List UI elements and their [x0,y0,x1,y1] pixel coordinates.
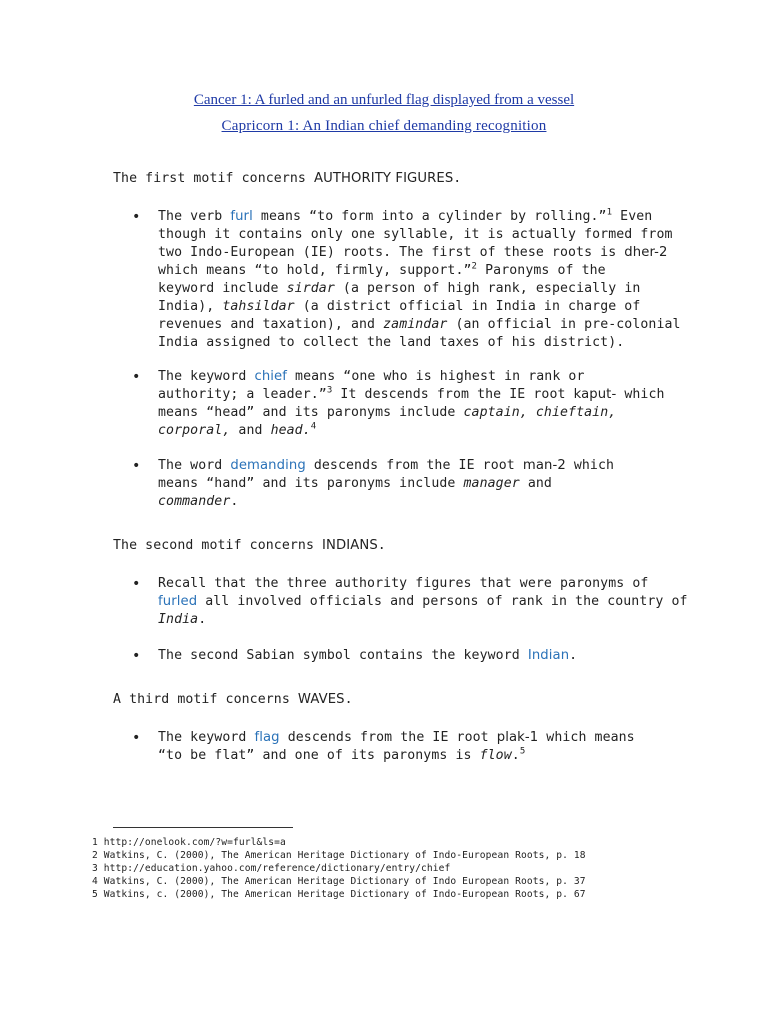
bullet-glyph: • [132,576,141,592]
footnote-4: 4 Watkins, C. (2000), The American Heritage Dictionary of Indo European Roots, p. 37 [92,876,586,887]
footnote-1[interactable]: 1 http://onelook.com/?w=furl&ls=a [92,837,286,848]
bullet-glyph: • [132,458,141,474]
keyword-indian: Indian [527,648,570,663]
keyword-demanding: demanding [230,458,306,473]
bullet-flag: The keyword flag descends from the IE root plak-1 which means “to be flat” and one of its paronyms is flow.$^5$ [158,730,635,763]
footnote-ref-4: 4 [310,421,317,432]
bullet-indian: The second Sabian symbol contains the keyword Indian. [158,648,578,663]
bullet-furl: The verb furl means “to form into a cylinder by rolling.”$^1$ Even though it contains only one syllable, it is actually formed from two Indo-European (IE) roots. The first of these roots is dher-2 which means “to hold, firmly, support.”$^2$ Paronyms of the keyword include sirdar (a person of high rank, especially in India), tahsildar (a district official in India in charge of revenues and taxation), and zamindar (an official in pre-colonial India assigned to collect the land taxes of his district). [158,207,681,350]
bullet-glyph: • [132,369,141,385]
footnote-3[interactable]: 3 http://education.yahoo.com/reference/dictionary/entry/chief [92,863,451,874]
footnote-ref-3: 3 [326,385,333,396]
footnote-divider [113,827,293,828]
bullet-glyph: • [132,648,141,664]
bullet-demanding: The word demanding descends from the IE root man-2 which means “hand” and its paronyms include manager and commander. [158,458,615,509]
root-dher-2: dher-2 [624,245,668,260]
root-kaput: kaput- [573,387,617,402]
motif-3-keyword: WAVES [297,692,345,707]
keyword-furled: furled [158,594,198,609]
keyword-flag: flag [254,730,280,745]
bullet-glyph: • [132,209,141,225]
bullet-furled: Recall that the three authority figures that were paronyms of furled all involved officials and persons of rank in the country of India. [158,576,688,627]
footnote-ref-5: 5 [519,746,526,757]
footnote-ref-1: 1 [606,207,613,218]
motif-1-keyword: AUTHORITY FIGURES [314,171,454,186]
footnote-ref-2: 2 [471,261,478,272]
motif-2-intro: The second motif concerns INDIANS. [113,538,386,553]
bullet-chief: The keyword chief means “one who is highest in rank or authority; a leader.”$^3$ It descends from the IE root kaput- which means “head” and its paronyms include captain, chieftain, corporal, and head.$^4$ [158,369,665,438]
footnote-2: 2 Watkins, C. (2000), The American Heritage Dictionary of Indo-European Roots, p. 18 [92,850,586,861]
motif-3-intro: A third motif concerns WAVES. [113,692,353,707]
root-man-2: man-2 [522,458,566,473]
motif-2-keyword: INDIANS [322,538,378,553]
motif-1-intro: The first motif concerns AUTHORITY FIGURES. [113,171,462,186]
title-line-1[interactable]: Cancer 1: A furled and an unfurled flag displayed from a vessel [193,92,575,108]
keyword-furl: furl [230,209,253,224]
title-line-2[interactable]: Capricorn 1: An Indian chief demanding recognition [221,118,547,134]
root-plak-1: plak-1 [496,730,539,745]
keyword-chief: chief [254,369,288,384]
bullet-glyph: • [132,730,141,746]
footnote-5: 5 Watkins, c. (2000), The American Heritage Dictionary of Indo-European Roots, p. 67 [92,889,586,900]
